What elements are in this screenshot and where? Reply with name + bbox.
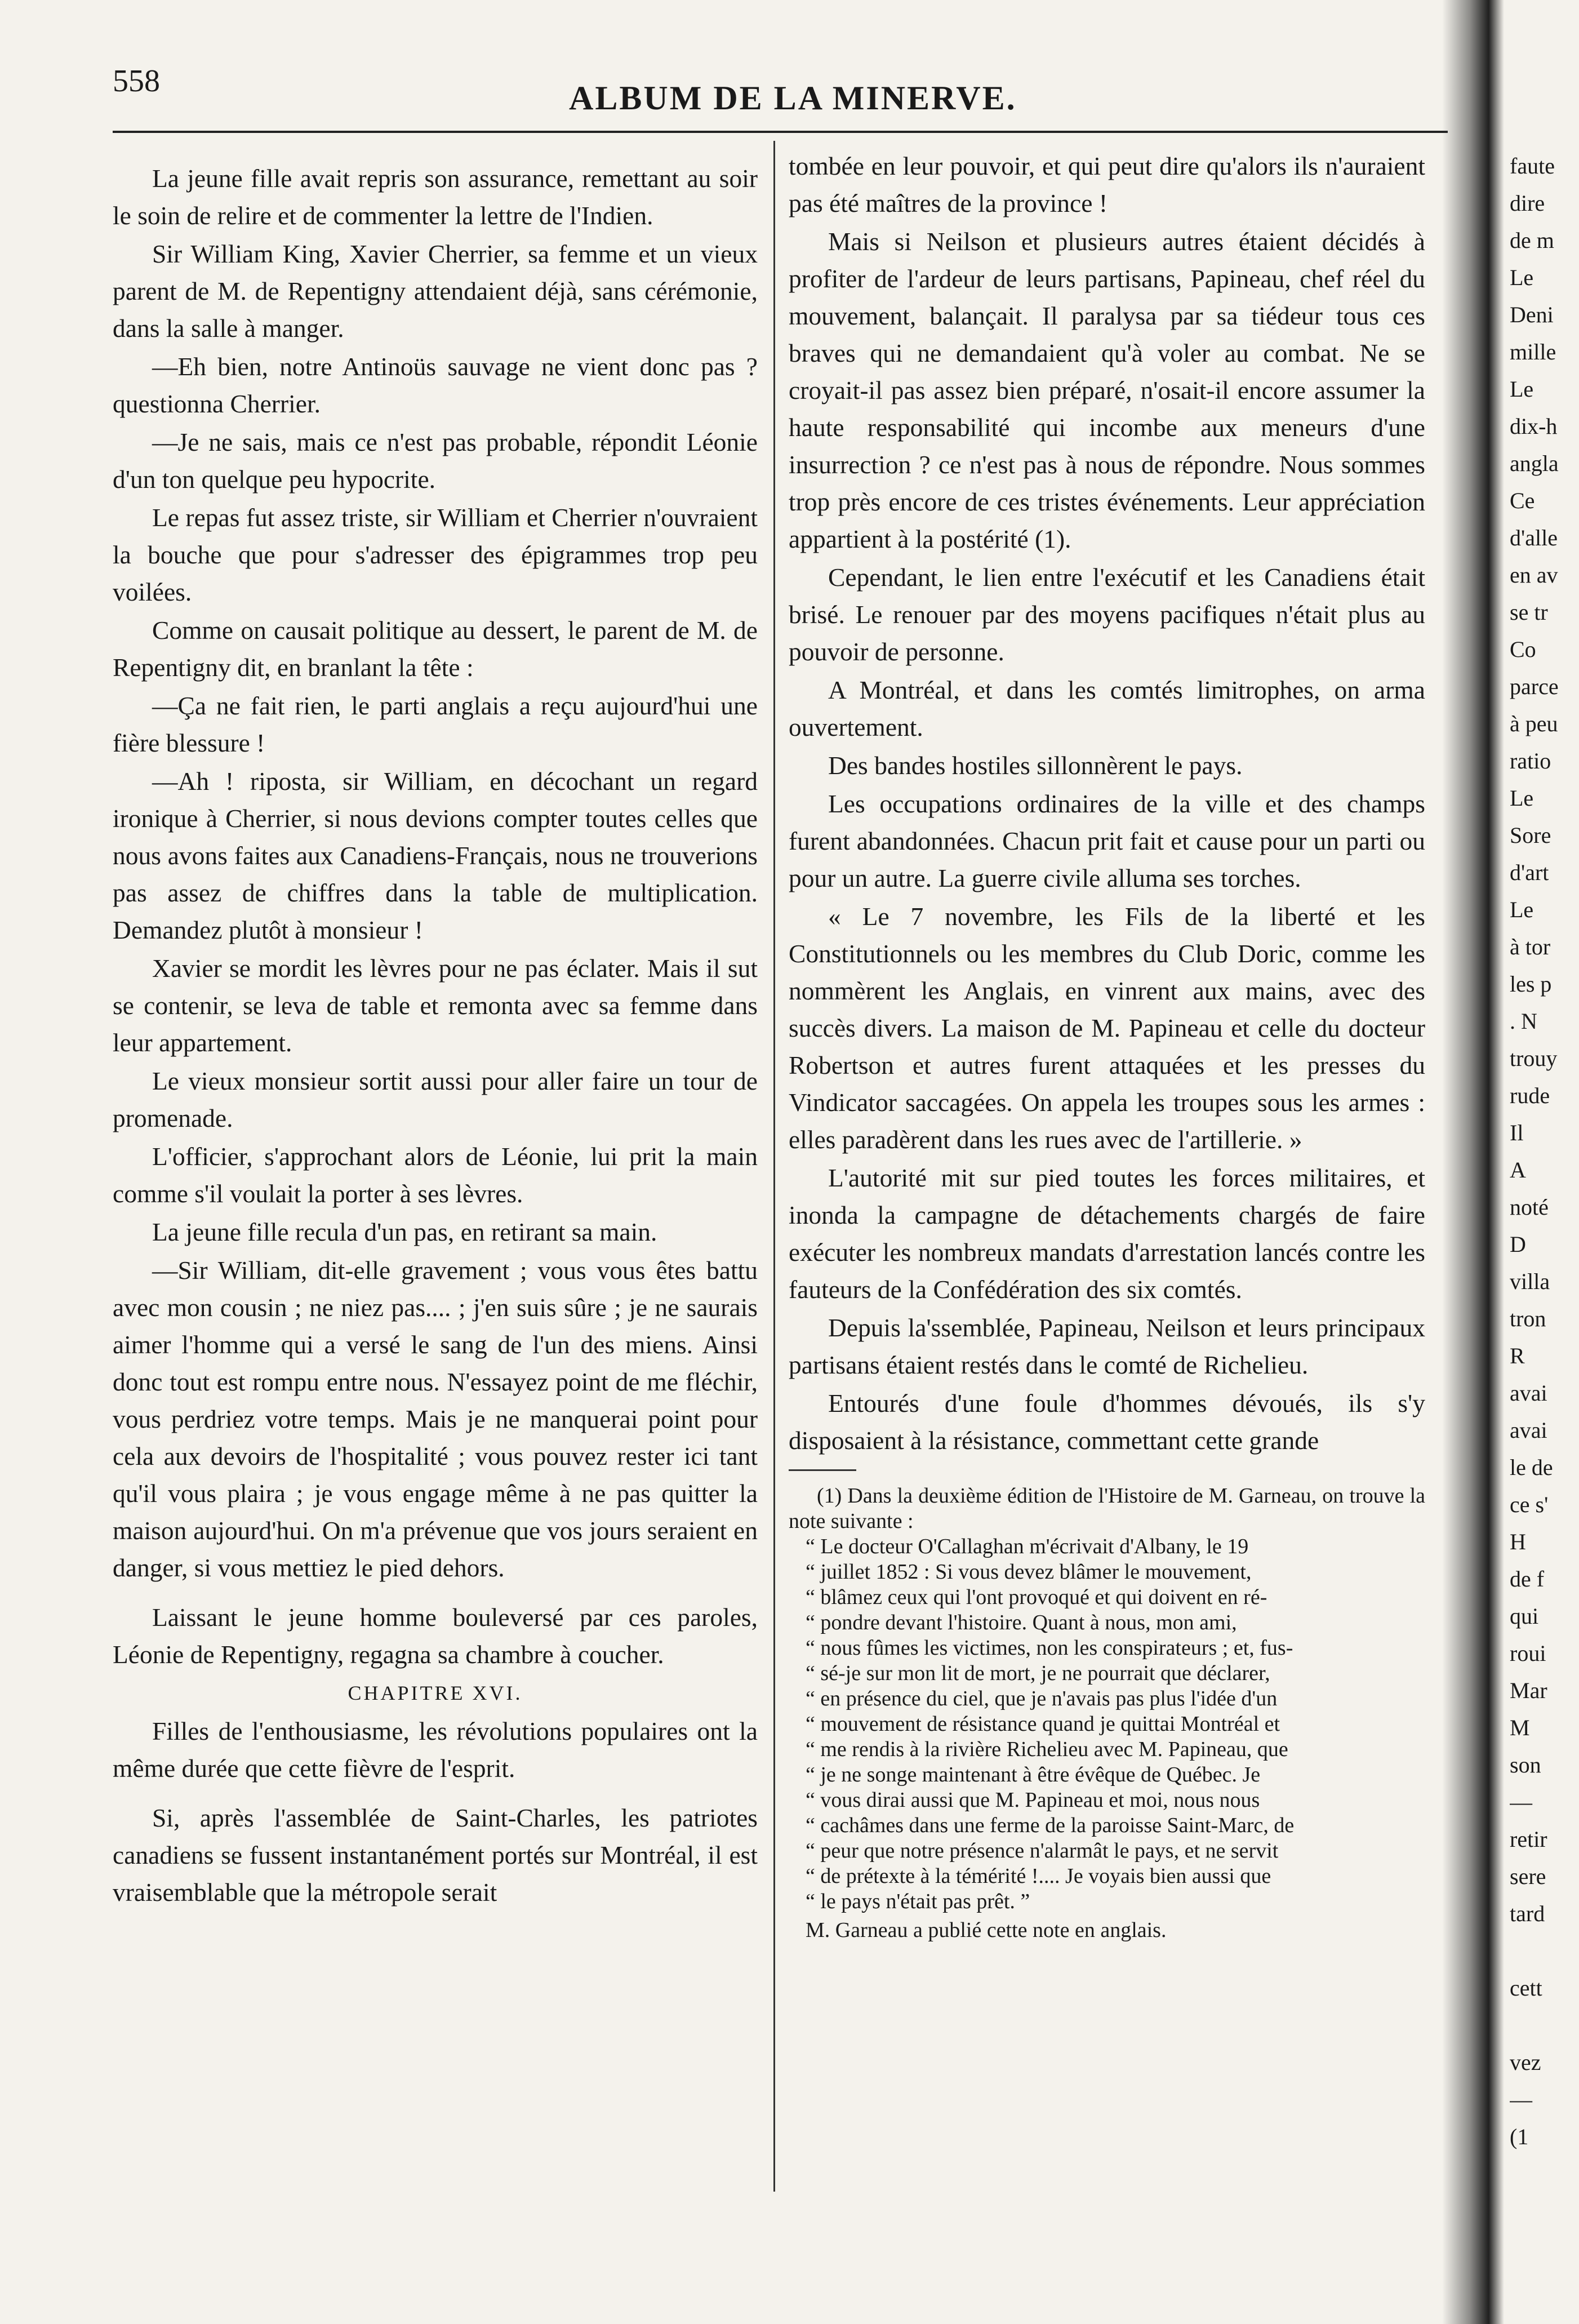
fragment-line: Il bbox=[1510, 1120, 1524, 1145]
footnote-quote-line: “ le pays n'était pas prêt. ” bbox=[806, 1890, 1030, 1913]
fragment-line: roui bbox=[1510, 1641, 1546, 1666]
fragment-line: M bbox=[1510, 1715, 1530, 1740]
paragraph: La jeune fille recula d'un pas, en retirant sa main. bbox=[152, 1217, 657, 1246]
paragraph: Si, après l'assemblée de Saint-Charles, les patriotes canadiens se fussent instantanément portés sur Montréal, il est vraisemblable que la métropole serait bbox=[113, 1803, 758, 1907]
footnote-quote-line: “ en présence du ciel, que je n'avais pas plus l'idée d'un bbox=[806, 1687, 1278, 1710]
page-gutter-shadow bbox=[1442, 0, 1504, 2324]
fragment-line bbox=[1510, 1932, 1579, 1970]
fragment-line: en av bbox=[1510, 562, 1558, 588]
fragment-line: de m bbox=[1510, 228, 1554, 253]
header-rule bbox=[113, 131, 1448, 133]
footnote-quote-line: “ nous fûmes les victimes, non les conspirateurs ; et, fus- bbox=[806, 1636, 1293, 1660]
fragment-line: Sore bbox=[1510, 823, 1551, 848]
fragment-line: à tor bbox=[1510, 934, 1551, 959]
footnote-quote-line: “ je ne songe maintenant à être évêque de Québec. Je bbox=[806, 1763, 1261, 1787]
fragment-line: avai bbox=[1510, 1417, 1547, 1443]
paragraph: Cependant, le lien entre l'exécutif et les Canadiens était brisé. Le renouer par des moyens pacifiques n'était plus au pouvoir de personne. bbox=[789, 563, 1425, 666]
paragraph: —Ça ne fait rien, le parti anglais a reçu aujourd'hui une fière blessure ! bbox=[113, 691, 758, 757]
footnote-intro: (1) Dans la deuxième édition de l'Histoire de M. Garneau, on trouve la note suivante : bbox=[789, 1484, 1425, 1533]
paragraph: Le vieux monsieur sortit aussi pour aller faire un tour de promenade. bbox=[113, 1067, 758, 1132]
paragraph: « Le 7 novembre, les Fils de la liberté et les Constitutionnels ou les membres du Club Doric, comme les nommèrent les Anglais, en vinrent aux mains, avec des succès divers. La maison de M. Papineau et celle du docteur Robertson et autres furent attaquées et les presses du Vindicator saccagées. On appela les troupes sous les armes : elles paradèrent dans les rues avec de l'artillerie. » bbox=[789, 902, 1425, 1154]
chapter-title: CHAPITRE XVI. bbox=[348, 1682, 523, 1704]
paragraph: L'officier, s'approchant alors de Léonie, lui prit la main comme s'il voulait la porter à ses lèvres. bbox=[113, 1142, 758, 1208]
fragment-line: (1 bbox=[1510, 2124, 1529, 2149]
fragment-line: Le bbox=[1510, 265, 1534, 290]
fragment-line: retir bbox=[1510, 1827, 1547, 1852]
fragment-line: dire bbox=[1510, 190, 1545, 216]
footnote-quote-line: “ sé-je sur mon lit de mort, je ne pourrait que déclarer, bbox=[806, 1661, 1270, 1685]
page-number: 558 bbox=[113, 64, 160, 99]
fragment-line: son bbox=[1510, 1752, 1541, 1778]
fragment-line: H bbox=[1510, 1529, 1526, 1554]
fragment-line: Le bbox=[1510, 897, 1534, 922]
paragraph: Filles de l'enthousiasme, les révolutions populaires ont la même durée que cette fièvre de l'esprit. bbox=[113, 1717, 758, 1783]
fragment-line: tard bbox=[1510, 1901, 1545, 1926]
fragment-line: — bbox=[1510, 1789, 1532, 1815]
footnote-quote-line: “ blâmez ceux qui l'ont provoqué et qui doivent en ré- bbox=[806, 1585, 1267, 1609]
paragraph: Sir William King, Xavier Cherrier, sa femme et un vieux parent de M. de Repentigny attendaient déjà, sans cérémonie, dans la salle à manger. bbox=[113, 239, 758, 343]
footnote-closing: M. Garneau a publié cette note en anglais. bbox=[806, 1918, 1167, 1942]
column-rule bbox=[773, 141, 775, 2192]
paragraph: La jeune fille avait repris son assurance, remettant au soir le soin de relire et de commenter la lettre de l'Indien. bbox=[113, 164, 758, 230]
fragment-line: — bbox=[1510, 2087, 1532, 2112]
middle-column bbox=[789, 148, 1425, 1943]
fragment-line: sere bbox=[1510, 1864, 1546, 1889]
paragraph: —Je ne sais, mais ce n'est pas probable, répondit Léonie d'un ton quelque peu hypocrite. bbox=[113, 428, 758, 494]
footnote-rule bbox=[789, 1469, 856, 1471]
fragment-line bbox=[1510, 2007, 1579, 2044]
paragraph: Laissant le jeune homme bouleversé par ces paroles, Léonie de Repentigny, regagna sa chambre à coucher. bbox=[113, 1603, 758, 1669]
footnote-quote-line: “ vous dirai aussi que M. Papineau et moi, nous nous bbox=[806, 1788, 1260, 1812]
fragment-line: faute bbox=[1510, 153, 1555, 179]
fragment-line: d'alle bbox=[1510, 525, 1558, 550]
paragraph: —Sir William, dit-elle gravement ; vous vous êtes battu avec mon cousin ; ne niez pas.... ; j'en suis sûre ; je ne saurais aimer l'homme qui a versé le sang de l'un des miens. Ainsi donc tout est rompu entre nous. N'essayez point de me fléchir, vous perdriez votre temps. Mais je ne manquerai point pour cela aux devoirs de l'hospitalité ; vous pouvez rester ici tant qu'il vous plaira ; je vous engage même à ne pas quitter la maison aujourd'hui. On m'a prévenue que vos jours seraient en danger, si vous mettiez le pied dehors. bbox=[113, 1256, 758, 1582]
fragment-line: dix-h bbox=[1510, 414, 1558, 439]
fragment-line: tron bbox=[1510, 1306, 1546, 1331]
paragraph: Comme on causait politique au dessert, le parent de M. de Repentigny dit, en branlant la tête : bbox=[113, 616, 758, 682]
fragment-line: mille bbox=[1510, 339, 1556, 365]
paragraph-continuation: tombée en leur pouvoir, et qui peut dire qu'alors ils n'auraient pas été maîtres de la province ! bbox=[789, 152, 1425, 217]
fragment-line: R bbox=[1510, 1343, 1525, 1368]
fragment-line: avai bbox=[1510, 1380, 1547, 1406]
fragment-line: Le bbox=[1510, 376, 1534, 402]
fragment-line: D bbox=[1510, 1232, 1526, 1257]
footnote-quote-line: “ me rendis à la rivière Richelieu avec M. Papineau, que bbox=[806, 1738, 1288, 1761]
fragment-line: ratio bbox=[1510, 748, 1551, 774]
left-column bbox=[113, 148, 758, 1912]
paragraph: L'autorité mit sur pied toutes les forces militaires, et inonda la campagne de détachements chargés de faire exécuter les nombreux mandats d'arrestation lancés contre les fauteurs de la Confédération des six comtés. bbox=[789, 1163, 1425, 1304]
fragment-line: villa bbox=[1510, 1269, 1550, 1294]
fragment-line: noté bbox=[1510, 1194, 1549, 1220]
fragment-line: le de bbox=[1510, 1455, 1553, 1480]
footnote-quote-line: “ pondre devant l'histoire. Quant à nous, mon ami, bbox=[806, 1611, 1237, 1634]
footnote-quote-line: “ peur que notre présence n'alarmât le pays, et ne servit bbox=[806, 1839, 1279, 1863]
paragraph: Depuis la'ssemblée, Papineau, Neilson et leurs principaux partisans étaient restés dans le comté de Richelieu. bbox=[789, 1313, 1425, 1379]
footnote-quote-line: “ de prétexte à la témérité !.... Je voyais bien aussi que bbox=[806, 1864, 1271, 1888]
fragment-line: . N bbox=[1510, 1008, 1537, 1034]
paragraph: Les occupations ordinaires de la ville et des champs furent abandonnées. Chacun prit fait et cause pour un parti ou pour un autre. La guerre civile alluma ses torches. bbox=[789, 789, 1425, 892]
fragment-line: rude bbox=[1510, 1083, 1550, 1108]
fragment-line: d'art bbox=[1510, 860, 1549, 885]
paragraph: Des bandes hostiles sillonnèrent le pays. bbox=[828, 751, 1243, 780]
fragment-line: vez bbox=[1510, 2050, 1541, 2075]
fragment-line: Ce bbox=[1510, 488, 1535, 513]
right-column-fragment bbox=[1510, 148, 1579, 2232]
footnote-quote-line: “ mouvement de résistance quand je quittai Montréal et bbox=[806, 1712, 1280, 1736]
fragment-line: les p bbox=[1510, 971, 1552, 997]
fragment-line: Deni bbox=[1510, 302, 1554, 327]
fragment-line: à peu bbox=[1510, 711, 1558, 736]
fragment-line: ce s' bbox=[1510, 1492, 1549, 1517]
paragraph: Le repas fut assez triste, sir William et Cherrier n'ouvraient la bouche que pour s'adresser des épigrammes trop peu voilées. bbox=[113, 503, 758, 606]
paragraph: —Ah ! riposta, sir William, en décochant un regard ironique à Cherrier, si nous devions compter toutes celles que nous avons faites aux Canadiens-Français, nous ne trouverions pas assez de chiffres dans la table de multiplication. Demandez plutôt à monsieur ! bbox=[113, 767, 758, 944]
fragment-line: Mar bbox=[1510, 1678, 1547, 1703]
fragment-line: de f bbox=[1510, 1566, 1545, 1592]
footnote-quote-line: “ juillet 1852 : Si vous devez blâmer le mouvement, bbox=[806, 1560, 1252, 1584]
paragraph: Mais si Neilson et plusieurs autres étaient décidés à profiter de l'ardeur de leurs partisans, Papineau, chef réel du mouvement, balançait. Il paralysa par sa tiédeur tous ces braves qui ne demandaient qu'à voler au combat. Ne se croyait-il pas assez bien préparé, n'osait-il encore assumer la haute responsabilité qui incombe aux meneurs d'une insurrection ? ce n'est pas à nous de répondre. Nous sommes trop près encore de ces tristes événements. Leur appréciation appartient à la postérité (1). bbox=[789, 227, 1425, 553]
fragment-line: A bbox=[1510, 1157, 1526, 1183]
fragment-line: se tr bbox=[1510, 599, 1548, 625]
running-title: ALBUM DE LA MINERVE. bbox=[569, 79, 1017, 117]
fragment-line: Le bbox=[1510, 785, 1534, 811]
paragraph: A Montréal, et dans les comtés limitrophes, on arma ouvertement. bbox=[789, 676, 1425, 741]
paragraph: Xavier se mordit les lèvres pour ne pas éclater. Mais il sut se contenir, se leva de table et remonta avec sa femme dans leur appartement. bbox=[113, 954, 758, 1057]
footnote-quote-line: “ cachâmes dans une ferme de la paroisse Saint-Marc, de bbox=[806, 1814, 1295, 1837]
paragraph: —Eh bien, notre Antinoüs sauvage ne vient donc pas ? questionna Cherrier. bbox=[113, 352, 758, 418]
fragment-line: cett bbox=[1510, 1975, 1542, 2001]
footnote-quote-line: “ Le docteur O'Callaghan m'écrivait d'Albany, le 19 bbox=[806, 1535, 1249, 1558]
fragment-line: Co bbox=[1510, 637, 1536, 662]
paragraph: Entourés d'une foule d'hommes dévoués, ils s'y disposaient à la résistance, commettant cette grande bbox=[789, 1389, 1425, 1455]
fragment-line: angla bbox=[1510, 451, 1559, 476]
fragment-line: trouy bbox=[1510, 1046, 1558, 1071]
fragment-line: parce bbox=[1510, 674, 1559, 699]
fragment-line: qui bbox=[1510, 1603, 1539, 1629]
footnote bbox=[789, 1483, 1425, 1943]
